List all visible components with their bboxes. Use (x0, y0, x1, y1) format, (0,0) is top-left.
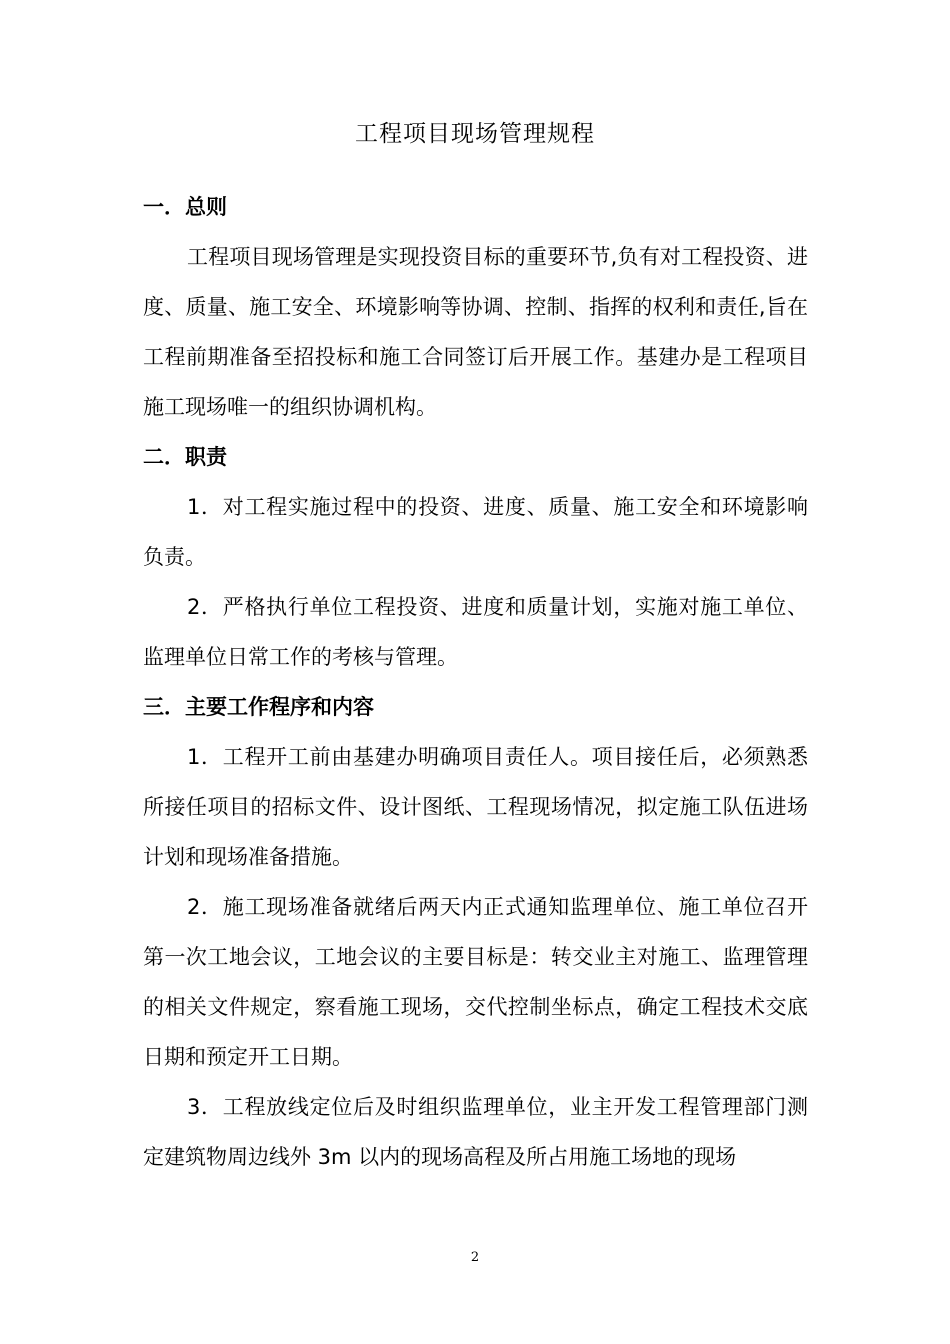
section-general (143, 182, 808, 432)
section-procedures (143, 682, 808, 1182)
document-title: 工程项目现场管理规程 (355, 121, 595, 147)
page-number: 2 (470, 1250, 480, 1265)
paragraph: 1．工程开工前由基建办明确项目责任人。项目接任后，必须熟悉所接任项目的招标文件、设计图纸、工程现场情况，拟定施工队伍进场计划和现场准备措施。 (143, 745, 808, 869)
document-body (143, 182, 808, 1182)
paragraph: 1．对工程实施过程中的投资、进度、质量、施工安全和环境影响负责。 (143, 495, 808, 569)
paragraph: 2．严格执行单位工程投资、进度和质量计划，实施对施工单位、监理单位日常工作的考核与管理。 (143, 595, 808, 669)
paragraph: 工程项目现场管理是实现投资目标的重要环节,负有对工程投资、进度、质量、施工安全、环境影响等协调、控制、指挥的权利和责任,旨在工程前期准备至招投标和施工合同签订后开展工作。基建办是工程项目施工现场唯一的组织协调机构。 (143, 245, 808, 419)
section-heading: 二．职责 (143, 445, 227, 469)
section-heading: 三．主要工作程序和内容 (143, 695, 374, 719)
section-heading: 一．总则 (143, 195, 227, 219)
paragraph: 2．施工现场准备就绪后两天内正式通知监理单位、施工单位召开第一次工地会议，工地会议的主要目标是：转交业主对施工、监理管理的相关文件规定，察看施工现场，交代控制坐标点，确定工程技术交底日期和预定开工日期。 (143, 895, 808, 1069)
paragraph: 3．工程放线定位后及时组织监理单位，业主开发工程管理部门测定建筑物周边线外 3m 以内的现场高程及所占用施工场地的现场 (143, 1095, 808, 1169)
section-duties (143, 432, 808, 682)
